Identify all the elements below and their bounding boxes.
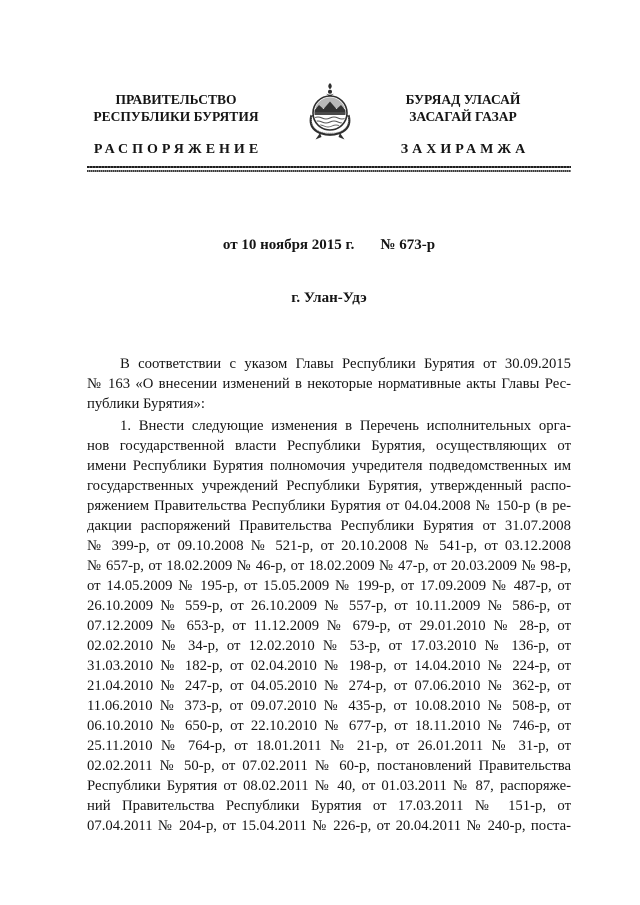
text-line: 02.02.2011 № 50-р, от 07.02.2011 № 60-р, постановлений Правительства [87,758,571,774]
text-line: № 657-р, от 18.02.2009 № 46-р, от 18.02.2009 № 47-р, от 20.03.2009 № 98-р, [87,558,571,574]
doc-type-bua: ЗАХИРАМЖА [400,142,530,157]
text-line: В соответствии с указом Главы Республики Бурятия от 30.09.2015 [120,356,571,372]
text-line: 02.02.2010 № 34-р, от 12.02.2010 № 53-р, от 17.03.2010 № 136-р, от [87,638,571,654]
text-line: 07.12.2009 № 653-р, от 11.12.2009 № 679-р, от 29.01.2010 № 28-р, от [87,618,571,634]
text-line: ряжением Правительства Республики Бурятия от 04.04.2008 № 150-р (в ре- [87,498,571,514]
text-line: 1. Внести следующие изменения в Перечень исполнительных орга- [120,418,571,434]
text-line: 21.04.2010 № 247-р, от 04.05.2010 № 274-р, от 07.06.2010 № 362-р, от [87,678,571,694]
text-line: от 14.05.2009 № 195-р, от 15.05.2009 № 199-р, от 17.09.2009 № 487-р, от [87,578,571,594]
order-date: от 10 ноября 2015 г. [222,237,355,253]
header-left-org-name [88,91,264,125]
text-line: 11.06.2010 № 373-р, от 09.07.2010 № 435-р, от 10.08.2010 № 508-р, от [87,698,571,714]
order-place: г. Улан-Удэ [291,290,367,306]
text-line: 31.03.2010 № 182-р, от 02.04.2010 № 198-р, от 14.04.2010 № 224-р, от [87,658,571,674]
text-line: 07.04.2011 № 204-р, от 15.04.2011 № 226-р, от 20.04.2011 № 240-р, поста- [87,818,571,834]
text-line: № 163 «О внесении изменений в некоторые нормативные акты Главы Рес- [87,376,571,392]
paragraph [87,354,571,414]
text-line: 25.11.2010 № 764-р, от 18.01.2011 № 21-р, от 26.01.2011 № 31-р, от [87,738,571,754]
document-body [87,354,571,836]
text-line: дакции распоряжений Правительства Республики Бурятия от 31.07.2008 [87,518,571,534]
text-line: Республики Бурятия от 08.02.2011 № 40, от 01.03.2011 № 87, распоряже- [87,778,571,794]
paragraph [87,416,571,836]
text-line: № 399-р, от 09.10.2008 № 521-р, от 20.10.2008 № 541-р, от 03.12.2008 [87,538,571,554]
text-line: 06.10.2010 № 650-р, от 22.10.2010 № 677-р, от 18.11.2010 № 746-р, от [87,718,571,734]
text-line: государственных учреждений Республики Бурятия, утвержденный распо- [87,478,571,494]
header-rule-top [87,166,571,168]
org-name-bua-line1: БУРЯАД УЛАСАЙ [405,92,521,107]
org-name-bua-line2: ЗАСАГАЙ ГАЗАР [409,109,517,124]
text-line: нов государственной власти Республики Бурятия, осуществляющих от [87,438,571,454]
text-line: 26.10.2009 № 559-р, от 26.10.2009 № 557-р, от 10.11.2009 № 586-р, от [87,598,571,614]
text-line: ний Правительства Республики Бурятия от 17.03.2011 № 151-р, от [87,798,571,814]
order-number: № 673-р [380,237,436,253]
org-name-ru-line2: РЕСПУБЛИКИ БУРЯТИЯ [93,109,259,124]
text-line: имени Республики Бурятия полномочия учредителя подведомственных им [87,458,571,474]
header-right-org-name [388,91,538,125]
order-date-line [87,236,571,254]
text-line: публики Бурятия»: [87,396,205,412]
header-rule-bottom [87,170,571,172]
doc-type-ru: РАСПОРЯЖЕНИЕ [93,142,263,157]
coat-of-arms-icon [302,82,358,140]
org-name-ru-line1: ПРАВИТЕЛЬСТВО [115,92,237,107]
